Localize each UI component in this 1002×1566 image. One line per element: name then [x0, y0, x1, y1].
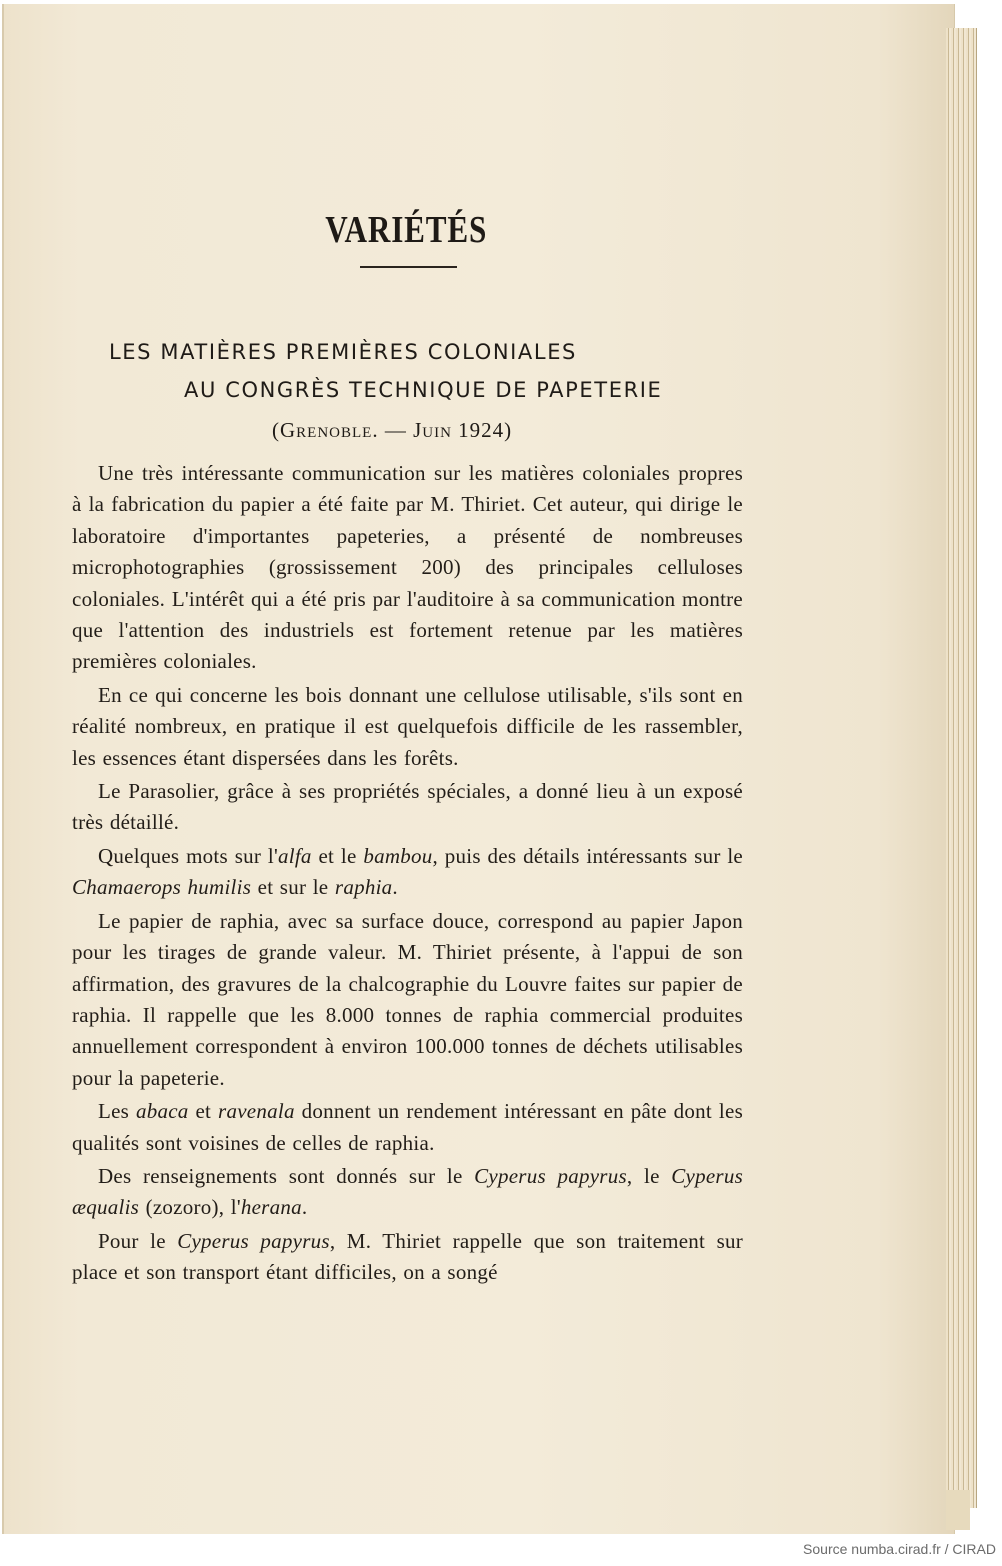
text-run: donnent un rendement intéressant en pâte dont les qualités sont voisines de celles de raphia. [72, 1099, 744, 1155]
italic-term: Cyperus papyrus [474, 1163, 627, 1188]
text-run: Quelques mots sur l' [98, 843, 279, 868]
text-run: Le papier de raphia, avec sa surface douce, correspond au papier Japon pour les tirages de grande valeur. M. Thiriet présente, à l'appui de son affirmation, des gravures de la chalcographie du Louvre faites sur papier de raphia. Il rappelle que les 8.000 tonnes de raphia commercial produites annuellement correspondent à environ 100.000 tonnes de déchets utilisables pour la papeterie. [72, 908, 743, 1090]
text-run: Le Parasolier, grâce à ses propriétés spéciales, a donné lieu à un exposé très détaillé. [72, 779, 743, 835]
paragraph [72, 906, 743, 1094]
paragraph [72, 458, 743, 678]
text-run: En ce qui concerne les bois donnant une cellulose utilisable, s'ils sont en réalité nombreux, en pratique il est quelquefois difficile de les rassembler, les essences étant dispersées dans les forêts. [72, 682, 743, 770]
italic-term: ravenala [218, 1099, 295, 1124]
text-run: . [301, 1195, 308, 1220]
article-title-line-1: LES MATIÈRES PREMIÈRES COLONIALES [109, 340, 577, 364]
italic-term: herana [240, 1195, 302, 1220]
text-run: Les [98, 1099, 136, 1124]
text-run: , M. Thiriet rappelle que son traitement sur place et son transport étant difficiles, on a songé [72, 1228, 744, 1285]
page-stack-corner [946, 1490, 970, 1530]
source-credit: Source numba.cirad.fr / CIRAD [803, 1541, 996, 1557]
italic-term: Cyperus æqualis [72, 1163, 743, 1220]
text-run: et sur le [251, 875, 335, 900]
section-title: VARIÉTÉS [325, 209, 488, 251]
italic-term: raphia [334, 875, 393, 900]
italic-term: abaca [135, 1099, 189, 1124]
article-title-line-2: AU CONGRÈS TECHNIQUE DE PAPETERIE [184, 378, 663, 402]
text-run: (zozoro), l' [139, 1195, 241, 1220]
text-run: Une très intéressante communication sur les matières coloniales propres à la fabrication du papier a été faite par M. Thiriet. Cet auteur, qui dirige le laboratoire d'importantes papeteries, a présenté de nombreuses microphotographies (grossissement 200) des principales celluloses coloniales. L'intérêt qui a été pris par l'auditoire à sa communication montre que l'attention des industriels est fortement retenue par les matières premières coloniales. [72, 461, 743, 674]
paragraph [72, 776, 743, 839]
paragraph [72, 1161, 743, 1224]
text-run: , puis des détails intéressants sur le [432, 843, 743, 868]
paragraph [72, 841, 743, 904]
text-run: Des renseignements sont donnés sur le [98, 1163, 475, 1188]
page-stack-edge [946, 28, 977, 1508]
italic-term: alfa [278, 843, 312, 868]
paragraph [72, 680, 743, 774]
paragraph [72, 1096, 743, 1159]
text-run: Pour le [98, 1228, 178, 1253]
italic-term: Cyperus papyrus [177, 1228, 330, 1253]
text-run: . [392, 875, 398, 900]
text-run: et [188, 1099, 219, 1124]
article-dateline: (Grenoble. — Juin 1924) [272, 418, 513, 442]
title-divider [360, 266, 457, 268]
text-run: , le [626, 1163, 672, 1188]
italic-term: bambou [363, 843, 433, 868]
text-run: et le [311, 843, 364, 868]
article-body [72, 458, 743, 1291]
italic-term: Chamaerops humilis [72, 875, 252, 900]
paragraph [72, 1226, 743, 1289]
